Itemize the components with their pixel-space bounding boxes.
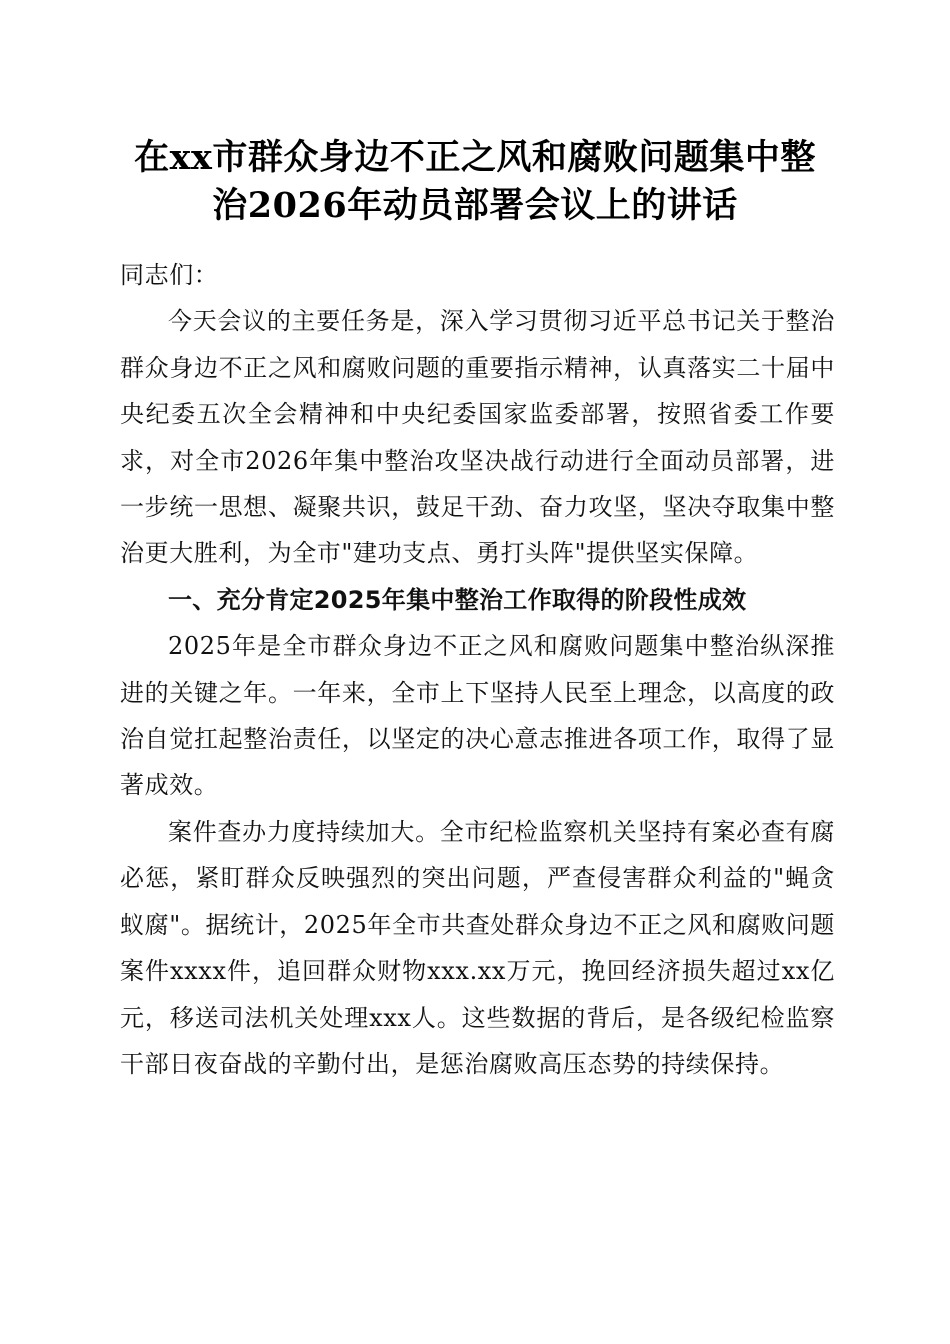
document-body xyxy=(120,252,835,1087)
title-line-2: 治2026年动员部署会议上的讲话 xyxy=(212,185,738,226)
title-line-1: 在xx市群众身边不正之风和腐败问题集中整 xyxy=(134,137,816,178)
section-heading: 一、充分肯定2025年集中整治工作取得的阶段性成效 xyxy=(168,585,747,614)
salutation: 同志们： xyxy=(120,261,219,289)
document-title xyxy=(100,134,850,230)
intro-paragraph: 今天会议的主要任务是，深入学习贯彻习近平总书记关于整治群众身边不正之风和腐败问题的重要指示精神，认真落实二十届中央纪委五次全会精神和中央纪委国家监委部署，按照省委工作要求，对全市2026年集中整治攻坚决战行动进行全面动员部署，进一步统一思想、凝聚共识，鼓足干劲、奋力攻坚，坚决夺取集中整治更大胜利，为全市"建功支点、勇打头阵"提供坚实保障。 xyxy=(120,307,835,568)
section-paragraph-1: 2025年是全市群众身边不正之风和腐败问题集中整治纵深推进的关键之年。一年来，全市上下坚持人民至上理念，以高度的政治自觉扛起整治责任，以坚定的决心意志推进各项工作，取得了显著成效。 xyxy=(120,632,835,800)
section-paragraph-2: 案件查办力度持续加大。全市纪检监察机关坚持有案必查有腐必惩，紧盯群众反映强烈的突出问题，严查侵害群众利益的"蝇贪蚁腐"。据统计，2025年全市共查处群众身边不正之风和腐败问题案件xxxx件，追回群众财物xxx.xx万元，挽回经济损失超过xx亿元，移送司法机关处理xxx人。这些数据的背后，是各级纪检监察干部日夜奋战的辛勤付出，是惩治腐败高压态势的持续保持。 xyxy=(120,817,835,1078)
